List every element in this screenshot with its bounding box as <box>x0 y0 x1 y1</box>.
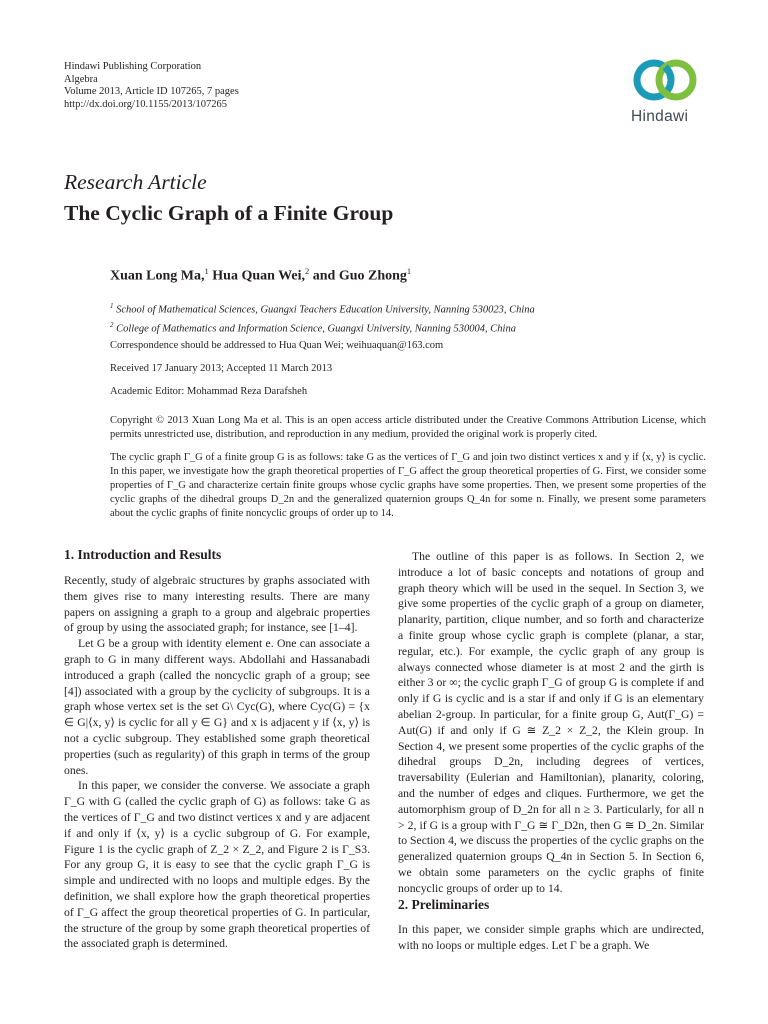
paragraph: The outline of this paper is as follows. In Section 2, we introduce a lot of basic concepts and notations of group and graph theory which will be used in the sequel. In Section 3, we give some properties of the cyclic graph of a group on diameter, planarity, partition, clique number, and so forth and characterize a finite group whose cyclic graph is complete (planar, a star, regular, etc.). For example, the cyclic graph of any group is always connected whose diameter is at most 2 and the girth is either 3 or ∞; the cyclic graph Γ_G of group G is complete if and only if G is cyclic and is a star if and only if G is an elementary abelian 2-group. In particular, for a finite group G, Aut(Γ_G) = Aut(G) if and only if G ≅ Z_2 × Z_2, the Klein group. In Section 4, we present some properties of the cyclic graphs of the dihedral groups D_2n, including degrees of vertices, traversability (Eulerian and Hamiltonian), planarity, coloring, and the number of edges and cliques. Furthermore, we get the automorphism group of D_2n for all n ≥ 3. Particularly, for all n > 2, if G is a group with Γ_G ≅ Γ_D2n, then G ≅ D_2n. Similar to Section 4, we discuss the properties of the cyclic graphs on the generalized quaternion groups Q_4n in Section 5. In Section 6, we obtain some parameters on the cyclic graphs of finite noncyclic groups of order up to 14. <box>398 550 704 895</box>
paragraph: In this paper, we consider simple graphs which are undirected, with no loops or multiple edges. Let Γ be a graph. We <box>398 923 704 952</box>
author-affil-sup: 1 <box>406 266 412 276</box>
received-accepted-dates: Received 17 January 2013; Accepted 11 March 2013 <box>110 363 333 374</box>
hindawi-wordmark: Hindawi <box>631 108 689 125</box>
doi-line[interactable]: http://dx.doi.org/10.1155/2013/107265 <box>64 98 228 110</box>
volume-line: Volume 2013, Article ID 107265, 7 pages <box>64 86 239 97</box>
paragraph: Let G be a group with identity element e. One can associate a graph to G in many different ways. Abdollahi and Hassanabadi introduced a graph (called the noncyclic graph of a group; see [4]) associated with a group by the cyclicity of subgroups. It is a graph whose vertex set is the set G\ Cyc(G), where Cyc(G) = {x ∈ G|⟨x, y⟩ is cyclic for all y ∈ G} and x is adjacent y if ⟨x, y⟩ is not a cyclic subgroup. They established some graph theoretical properties (such as regularity) of this graph in terms of the group ones. <box>64 637 370 777</box>
section2-body <box>398 922 704 954</box>
right-column <box>398 549 704 897</box>
copyright-notice: Copyright © 2013 Xuan Long Ma et al. This is an open access article distributed under the Creative Commons Attribution License, which permits unrestricted use, distribution, and reproduction in any medium, provided the original work is properly cited. <box>110 415 706 440</box>
journal-header <box>64 61 239 111</box>
article-type: Research Article <box>64 170 207 194</box>
author-name: Xuan Long Ma, <box>110 268 205 284</box>
correspondence-note: Correspondence should be addressed to Hua Quan Wei; weihuaquan@163.com <box>110 340 444 351</box>
author-name: Hua Quan Wei, <box>208 268 305 284</box>
abstract: The cyclic graph Γ_G of a finite group G is as follows: take G as the vertices of Γ_G and join two distinct vertices x and y if ⟨x, y⟩ is cyclic. In this paper, we investigate how the graph theoretical properties of Γ_G affect the group theoretical properties of G. First, we consider some properties of Γ_G and characterize certain finite groups whose cyclic graphs have some properties. Then, we present some properties of the cyclic graphs of the dihedral groups D_2n and the generalized quaternion groups Q_4n for some n. Finally, we present some parameters about the cyclic graphs of finite noncyclic groups of order up to 14. <box>110 452 706 519</box>
paragraph: Recently, study of algebraic structures by graphs associated with them gives rise to many interesting results. There are many papers on assigning a graph to a group and algebraic properties of group by using the associated graph; for instance, see [1–4]. <box>64 574 370 635</box>
affiliation: $^1$ School of Mathematical Sciences, Guangxi Teachers Education University, Nanning 530023, China <box>110 302 535 316</box>
affiliations <box>110 299 535 336</box>
author-list <box>110 266 411 285</box>
author-affil-sup: 1 <box>204 266 209 276</box>
paper-title: The Cyclic Graph of a Finite Group <box>64 201 394 225</box>
academic-editor: Academic Editor: Mohammad Reza Darafsheh <box>110 386 308 397</box>
left-column <box>64 573 370 952</box>
author-affil-sup: 2 <box>305 266 310 276</box>
section-heading: 2. Preliminaries <box>398 897 490 912</box>
affiliation: $^2$ College of Mathematics and Information Science, Guangxi University, Nanning 530004, China <box>110 320 516 334</box>
journal-line: Algebra <box>64 73 98 85</box>
author-name: and Guo Zhong <box>309 268 407 284</box>
paragraph: In this paper, we consider the converse. We associate a graph Γ_G with G (called the cyclic graph of G) as follows: take G as the vertices of Γ_G and two distinct vertices x and y are adjacent if and only if ⟨x, y⟩ is a cyclic subgroup of G. For example, Figure 1 is the cyclic graph of Z_2 × Z_2, and Figure 2 is Γ_S3. For any group G, it is easy to see that the cyclic graph Γ_G is simple and undirected with no loops and multiple edges. By the definition, we shall explore how the graph theoretical properties of Γ_G affect the group theoretical properties of G. In particular, the structure of the group by some graph theoretical properties of the associated graph is determined. <box>64 779 370 951</box>
section-heading: 1. Introduction and Results <box>64 547 222 562</box>
publisher-line: Hindawi Publishing Corporation <box>64 61 202 72</box>
